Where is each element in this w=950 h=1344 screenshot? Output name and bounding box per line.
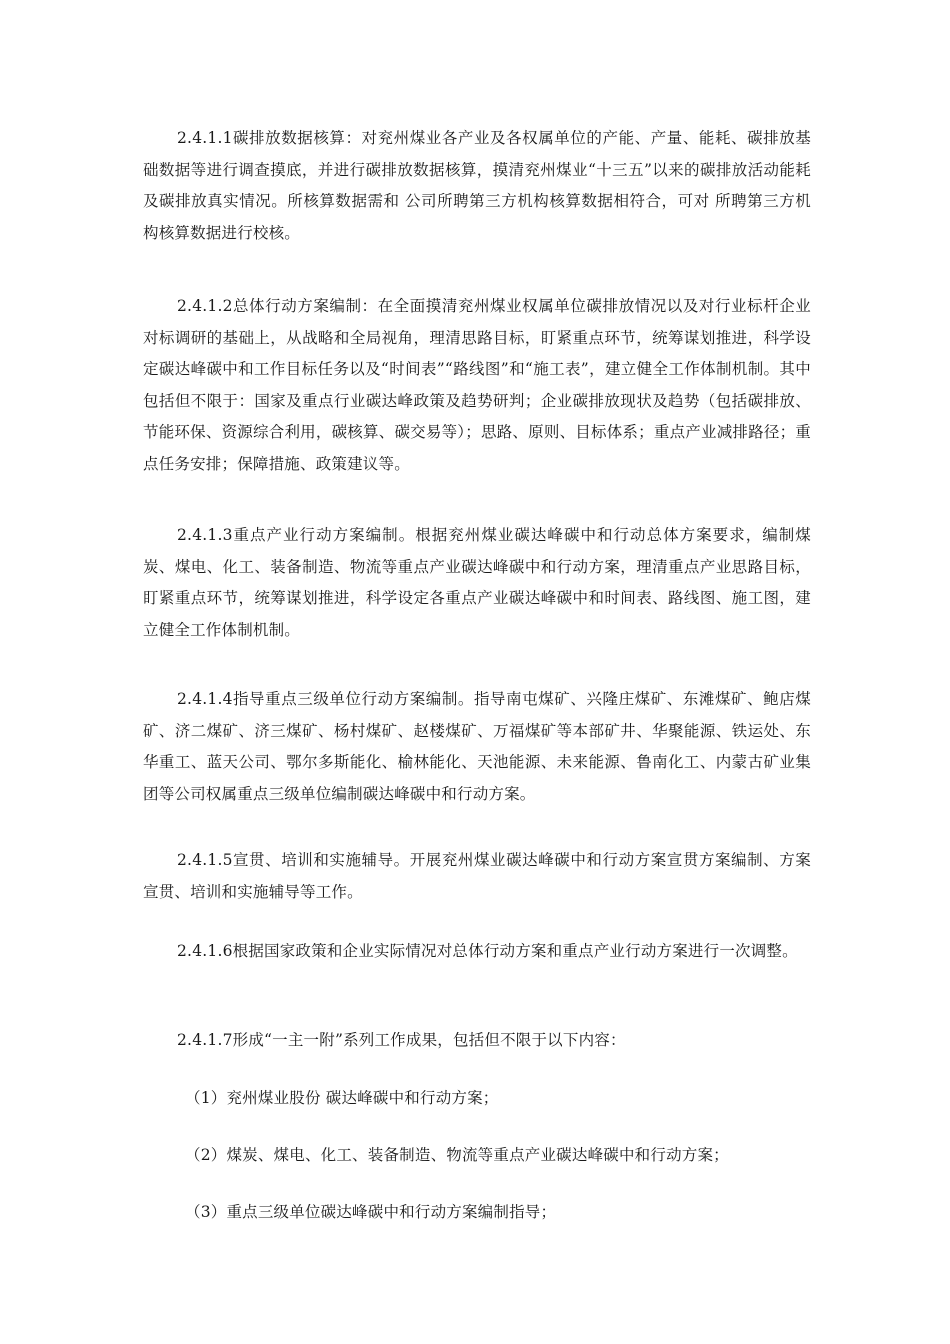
list-item-2: （2）煤炭、煤电、化工、装备制造、物流等重点产业碳达峰碳中和行动方案； <box>185 1146 729 1164</box>
paragraph-2-4-1-6: 2.4.1.6根据国家政策和企业实际情况对总体行动方案和重点产业行动方案进行一次调整。 <box>177 942 798 960</box>
list-item-3: （3）重点三级单位碳达峰碳中和行动方案编制指导； <box>185 1203 557 1221</box>
paragraph-2-4-1-3: 2.4.1.3重点产业行动方案编制。根据兖州煤业碳达峰碳中和行动总体方案要求，编制煤炭、煤电、化工、装备制造、物流等重点产业碳达峰碳中和行动方案，理清重点产业思路目标，盯紧重点环节，统筹谋划推进，科学设定各重点产业碳达峰碳中和时间表、路线图、施工图，建立健全工作体制机制。 <box>143 526 811 639</box>
paragraph-2-4-1-1: 2.4.1.1碳排放数据核算：对兖州煤业各产业及各权属单位的产能、产量、能耗、碳排放基础数据等进行调查摸底，并进行碳排放数据核算，摸清兖州煤业“十三五”以来的碳排放活动能耗及碳排放真实情况。所核算数据需和 公司所聘第三方机构核算数据相符合，可对 所聘第三方机构核算数据进行校核。 <box>143 129 811 242</box>
paragraph-2-4-1-2: 2.4.1.2总体行动方案编制：在全面摸清兖州煤业权属单位碳排放情况以及对行业标杆企业对标调研的基础上，从战略和全局视角，理清思路目标，盯紧重点环节，统筹谋划推进，科学设定碳达峰碳中和工作目标任务以及“时间表”“路线图”和“施工表”，建立健全工作体制机制。其中包括但不限于：国家及重点行业碳达峰政策及趋势研判；企业碳排放现状及趋势（包括碳排放、节能环保、资源综合利用，碳核算、碳交易等）；思路、原则、目标体系；重点产业减排路径；重点任务安排；保障措施、政策建议等。 <box>143 297 811 473</box>
paragraph-2-4-1-5: 2.4.1.5宣贯、培训和实施辅导。开展兖州煤业碳达峰碳中和行动方案宣贯方案编制、方案宣贯、培训和实施辅导等工作。 <box>143 851 811 901</box>
paragraph-2-4-1-7: 2.4.1.7形成“一主一附”系列工作成果，包括但不限于以下内容： <box>177 1031 626 1049</box>
list-item-1: （1）兖州煤业股份 碳达峰碳中和行动方案； <box>185 1089 499 1107</box>
paragraph-2-4-1-4: 2.4.1.4指导重点三级单位行动方案编制。指导南屯煤矿、兴隆庄煤矿、东滩煤矿、鲍店煤矿、济二煤矿、济三煤矿、杨村煤矿、赵楼煤矿、万福煤矿等本部矿井、华聚能源、铁运处、东华重工、蓝天公司、鄂尔多斯能化、榆林能化、天池能源、未来能源、鲁南化工、内蒙古矿业集团等公司权属重点三级单位编制碳达峰碳中和行动方案。 <box>143 690 811 803</box>
